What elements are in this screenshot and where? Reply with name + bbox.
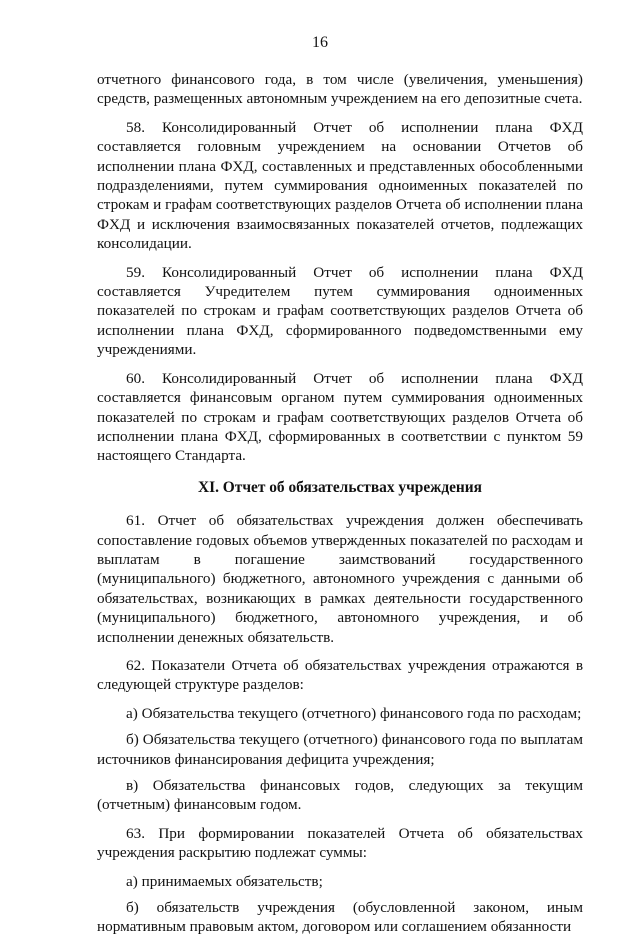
section-title: XI. Отчет об обязательствах учреждения	[197, 478, 482, 496]
paragraph-59: 59. Консолидированный Отчет об исполнении плана ФХД составляется Учредителем путем суммирования одноименных показателей по строкам и графам соответствующих разделов Отчета об исполнении плана ФХД, сформированного подведомственными ему учреждениями.	[97, 263, 583, 359]
paragraph-61: 61. Отчет об обязательствах учреждения должен обеспечивать сопоставление годовых объемов утвержденных показателей по расходам и выплатам в погашение заимствований государственного (муниципального) бюджетного, автономного учреждения с данными об обязательствах, возникающих в рамках деятельности государственного (муниципального) бюджетного, автономного учреждения, и об исполнении денежных обязательств.	[97, 512, 583, 646]
page-number: 16	[312, 34, 328, 51]
list-item-c: в) Обязательства финансовых годов, следующих за текущим (отчетным) финансовым годом.	[97, 777, 583, 814]
paragraph-58: 58. Консолидированный Отчет об исполнении плана ФХД составляется головным учреждением на основании Отчетов об исполнении плана ФХД, составленных и представленных обособленными подразделениями, путем суммирования одноименных показателей по строкам и графам соответствующих разделов Отчета об исполнении плана ФХД и исключения взаимосвязанных показателей отчетов, подлежащих консолидации.	[97, 118, 583, 253]
paragraph-62: 62. Показатели Отчета об обязательствах учреждения отражаются в следующей структуре разделов:	[97, 656, 583, 694]
list-item-b: б) Обязательства текущего (отчетного) финансового года по выплатам источников финансирования дефицита учреждения;	[97, 731, 583, 768]
list-item-a: а) Обязательства текущего (отчетного) финансового года по расходам;	[126, 704, 582, 722]
paragraph-continuation: отчетного финансового года, в том числе (увеличения, уменьшения) средств, размещенных автономным учреждением на его депозитные счета.	[97, 71, 583, 108]
paragraph-63: 63. При формировании показателей Отчета об обязательствах учреждения раскрытию подлежат суммы:	[97, 824, 583, 862]
list-item-63a: а) принимаемых обязательств;	[126, 872, 323, 890]
list-item-63b: б) обязательств учреждения (обусловленной законом, иным нормативным правовым актом, договором или соглашением обязанности	[97, 899, 583, 936]
document-body	[97, 70, 583, 946]
paragraph-60: 60. Консолидированный Отчет об исполнении плана ФХД составляется финансовым органом путем суммирования одноименных показателей по строкам и графам соответствующих разделов Отчета об исполнении плана ФХД, сформированных в соответствии с пунктом 59 настоящего Стандарта.	[97, 369, 583, 465]
